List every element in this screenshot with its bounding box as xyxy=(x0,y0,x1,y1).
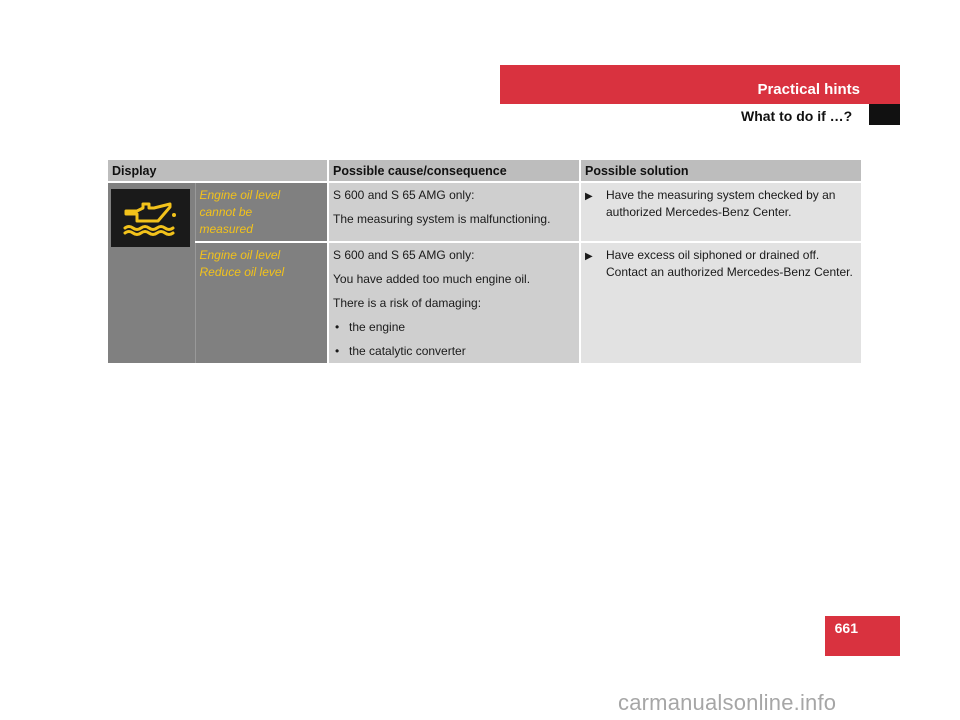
cause-text: S 600 and S 65 AMG only: xyxy=(333,188,475,202)
solution-cell xyxy=(580,242,861,363)
section-subtitle: What to do if …? xyxy=(741,108,853,124)
cause-text: S 600 and S 65 AMG only: xyxy=(333,248,475,262)
message-line: Engine oil level xyxy=(199,188,281,202)
cause-text: There is a risk of damaging: xyxy=(333,296,482,310)
header-solution: Possible solution xyxy=(580,160,861,182)
header-marker xyxy=(869,104,900,125)
cause-text: You have added too much engine oil. xyxy=(333,272,531,286)
display-message-cell xyxy=(195,182,328,242)
table-row xyxy=(108,182,861,242)
cause-cell xyxy=(328,242,580,363)
page-number-box xyxy=(825,616,900,656)
display-icon-cell xyxy=(108,182,195,363)
cause-cell xyxy=(328,182,580,242)
solution-text: Have the measuring system checked by an authorized Mercedes-Benz Center. xyxy=(606,188,836,219)
arrow-bullet-icon: ▶ xyxy=(585,191,593,202)
display-message-cell xyxy=(195,242,328,363)
solution-text: Have excess oil siphoned or drained off. Contact an authorized Mercedes-Benz Center. xyxy=(606,248,853,279)
arrow-bullet-icon: ▶ xyxy=(585,251,593,262)
message-line: Engine oil level xyxy=(199,248,281,262)
table-header-row xyxy=(108,160,861,182)
header-display: Display xyxy=(108,160,328,182)
page-number: 661 xyxy=(834,620,858,636)
engine-oil-can-icon xyxy=(111,189,190,247)
solution-cell xyxy=(580,182,861,242)
table-row xyxy=(108,242,861,363)
watermark: carmanualsonline.info xyxy=(618,690,837,715)
message-line: measured xyxy=(199,222,253,236)
message-line: Reduce oil level xyxy=(199,265,285,279)
cause-text: The measuring system is malfunctioning. xyxy=(333,212,551,226)
section-title: Practical hints xyxy=(757,81,860,98)
header-cause: Possible cause/consequence xyxy=(328,160,580,182)
cause-bullet-item: • the engine xyxy=(333,319,575,336)
cause-bullet-item: • the catalytic converter xyxy=(333,343,575,360)
header-band xyxy=(500,65,900,104)
message-line: cannot be xyxy=(199,205,253,219)
hints-table xyxy=(108,160,861,363)
